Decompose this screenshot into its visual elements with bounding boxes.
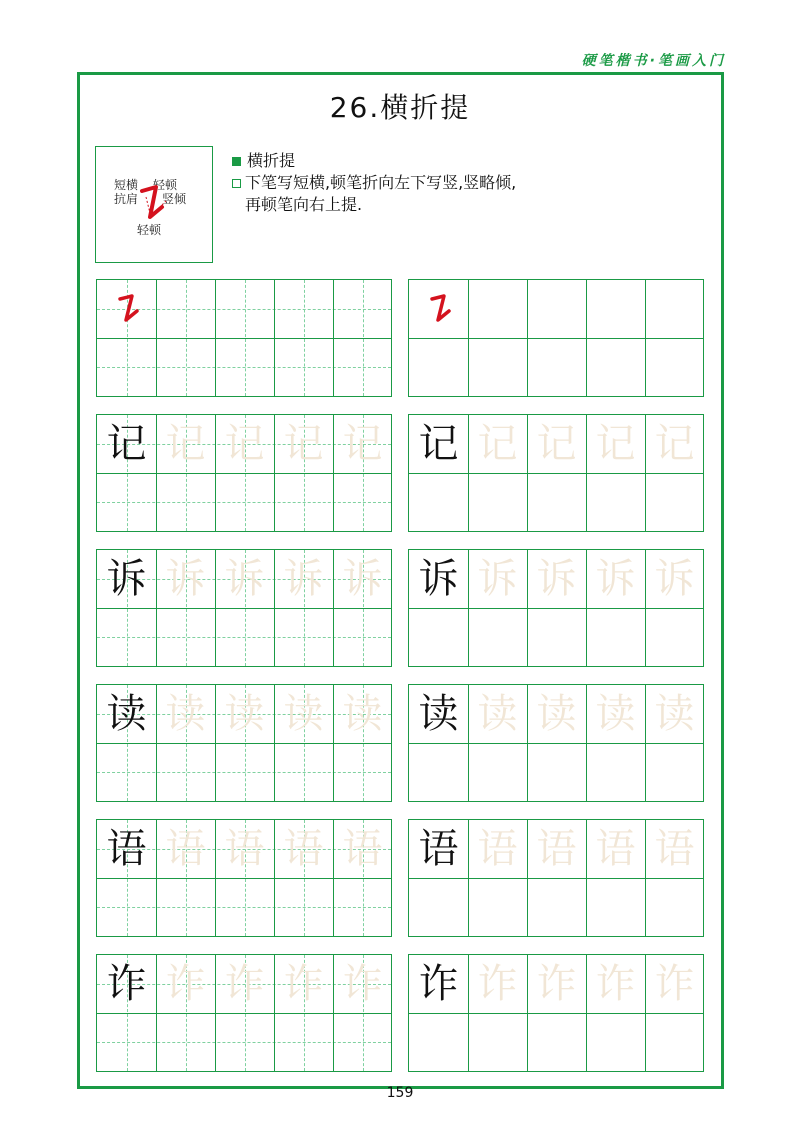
trace-cell[interactable] [645, 955, 704, 1013]
model-character: 诉 [106, 556, 147, 602]
model-character: 诈 [418, 961, 459, 1007]
trace-cell[interactable] [333, 820, 392, 878]
demo-label-start: 短横 [114, 178, 139, 192]
trace-character: 诉 [595, 556, 636, 602]
model-character: 诈 [106, 961, 147, 1007]
trace-cell[interactable] [527, 415, 586, 473]
trace-character: 读 [342, 691, 383, 737]
trace-cell[interactable] [215, 955, 274, 1013]
trace-character: 诉 [654, 556, 695, 602]
trace-character: 诈 [283, 961, 324, 1007]
trace-character: 诉 [283, 556, 324, 602]
trace-cell[interactable] [527, 280, 586, 338]
model-cell[interactable] [97, 415, 156, 473]
trace-cell[interactable] [586, 820, 645, 878]
lesson-title [0, 86, 800, 126]
trace-character: 语 [477, 826, 518, 872]
trace-character: 语 [283, 826, 324, 872]
model-cell[interactable] [409, 415, 468, 473]
trace-cell[interactable] [156, 415, 215, 473]
trace-character: 记 [224, 421, 265, 467]
trace-cell[interactable] [156, 280, 215, 338]
trace-cell[interactable] [586, 955, 645, 1013]
practice-block-left [96, 549, 392, 667]
trace-cell[interactable] [274, 685, 333, 743]
model-cell[interactable] [97, 280, 156, 338]
trace-cell[interactable] [468, 550, 527, 608]
trace-cell[interactable] [468, 415, 527, 473]
trace-cell[interactable] [586, 685, 645, 743]
trace-cell[interactable] [274, 415, 333, 473]
practice-block-left [96, 414, 392, 532]
filled-square-icon [232, 157, 241, 166]
model-character: 语 [106, 826, 147, 872]
trace-character: 诈 [477, 961, 518, 1007]
trace-cell[interactable] [274, 820, 333, 878]
trace-cell[interactable] [645, 820, 704, 878]
trace-cell[interactable] [215, 415, 274, 473]
trace-cell[interactable] [468, 820, 527, 878]
model-character: 记 [106, 421, 147, 467]
trace-character: 诉 [342, 556, 383, 602]
trace-character: 读 [283, 691, 324, 737]
trace-character: 读 [224, 691, 265, 737]
trace-character: 诈 [165, 961, 206, 1007]
trace-cell[interactable] [215, 685, 274, 743]
trace-cell[interactable] [156, 820, 215, 878]
practice-block-left [96, 684, 392, 802]
hengzheti-stroke-icon [107, 289, 147, 329]
trace-character: 语 [536, 826, 577, 872]
lesson-number: 26. [329, 91, 381, 124]
trace-cell[interactable] [274, 550, 333, 608]
stroke-description [232, 150, 702, 216]
trace-cell[interactable] [215, 820, 274, 878]
model-cell[interactable] [409, 820, 468, 878]
description-body: 下笔写短横,顿笔折向左下写竖,竖略倾, [232, 172, 702, 194]
header-tag: 硬笔楷书·笔画入门 [581, 53, 726, 69]
trace-character: 语 [654, 826, 695, 872]
model-character: 读 [106, 691, 147, 737]
trace-character: 读 [536, 691, 577, 737]
trace-cell[interactable] [645, 685, 704, 743]
trace-cell[interactable] [333, 550, 392, 608]
trace-character: 读 [595, 691, 636, 737]
trace-character: 诈 [342, 961, 383, 1007]
lesson-name: 横折提 [380, 91, 471, 124]
model-cell[interactable] [409, 280, 468, 338]
model-cell[interactable] [409, 685, 468, 743]
trace-cell[interactable] [156, 955, 215, 1013]
trace-cell[interactable] [333, 415, 392, 473]
demo-label-pause-bottom: 轻顿 [137, 223, 162, 237]
open-square-icon [232, 179, 241, 188]
trace-character: 诈 [595, 961, 636, 1007]
model-character: 诉 [418, 556, 459, 602]
trace-cell[interactable] [645, 550, 704, 608]
stroke-demo-box [95, 146, 213, 263]
model-cell[interactable] [409, 550, 468, 608]
trace-character: 诉 [536, 556, 577, 602]
trace-cell[interactable] [274, 280, 333, 338]
demo-label-slant: 竖倾 [162, 192, 187, 206]
trace-character: 记 [283, 421, 324, 467]
trace-cell[interactable] [645, 280, 704, 338]
model-cell[interactable] [97, 955, 156, 1013]
trace-character: 语 [595, 826, 636, 872]
trace-character: 语 [342, 826, 383, 872]
trace-character: 诉 [224, 556, 265, 602]
trace-cell[interactable] [215, 550, 274, 608]
trace-character: 读 [477, 691, 518, 737]
model-cell[interactable] [409, 955, 468, 1013]
trace-cell[interactable] [468, 685, 527, 743]
trace-character: 记 [477, 421, 518, 467]
practice-block-right [408, 279, 704, 397]
trace-cell[interactable] [333, 280, 392, 338]
trace-cell[interactable] [527, 685, 586, 743]
model-character: 语 [418, 826, 459, 872]
trace-cell[interactable] [527, 820, 586, 878]
trace-character: 诈 [224, 961, 265, 1007]
description-heading: 横折提 [232, 150, 702, 172]
practice-block-right [408, 954, 704, 1072]
hengzheti-stroke-icon [419, 289, 459, 329]
trace-character: 记 [595, 421, 636, 467]
trace-character: 诈 [654, 961, 695, 1007]
practice-block-right [408, 684, 704, 802]
trace-character: 诉 [477, 556, 518, 602]
trace-character: 记 [165, 421, 206, 467]
practice-block-right [408, 414, 704, 532]
trace-cell[interactable] [527, 550, 586, 608]
practice-block-left [96, 954, 392, 1072]
demo-label-pause-top: 轻顿 [153, 178, 178, 192]
trace-cell[interactable] [333, 955, 392, 1013]
trace-cell[interactable] [586, 415, 645, 473]
practice-block-left [96, 819, 392, 937]
trace-character: 诈 [536, 961, 577, 1007]
trace-cell[interactable] [468, 280, 527, 338]
trace-cell[interactable] [156, 550, 215, 608]
model-cell[interactable] [97, 685, 156, 743]
description-body-continued: 再顿笔向右上提. [245, 195, 363, 214]
practice-block-right [408, 819, 704, 937]
trace-cell[interactable] [333, 685, 392, 743]
trace-cell[interactable] [645, 415, 704, 473]
trace-cell[interactable] [586, 550, 645, 608]
trace-character: 记 [342, 421, 383, 467]
model-character: 记 [418, 421, 459, 467]
trace-character: 记 [536, 421, 577, 467]
trace-character: 读 [165, 691, 206, 737]
model-character: 读 [418, 691, 459, 737]
trace-cell[interactable] [527, 955, 586, 1013]
trace-character: 语 [224, 826, 265, 872]
trace-cell[interactable] [215, 280, 274, 338]
demo-label-shoulder: 抗肩 [114, 192, 139, 206]
trace-character: 记 [654, 421, 695, 467]
trace-character: 诉 [165, 556, 206, 602]
practice-block-right [408, 549, 704, 667]
trace-cell[interactable] [156, 685, 215, 743]
model-cell[interactable] [97, 550, 156, 608]
trace-character: 读 [654, 691, 695, 737]
page-number: 159 [386, 1085, 414, 1101]
trace-character: 语 [165, 826, 206, 872]
demo-stroke-icon [96, 147, 214, 264]
model-cell[interactable] [97, 820, 156, 878]
practice-block-left [96, 279, 392, 397]
trace-cell[interactable] [468, 955, 527, 1013]
trace-cell[interactable] [274, 955, 333, 1013]
trace-cell[interactable] [586, 280, 645, 338]
